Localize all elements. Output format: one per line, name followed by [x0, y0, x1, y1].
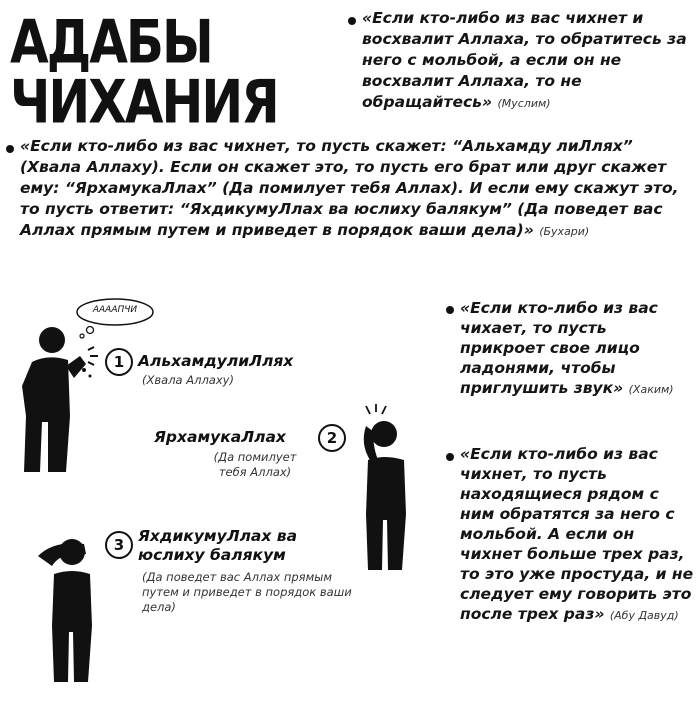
quote-text: «Если кто-либо из вас чихнет, то пусть скажет: “Альхамду лиЛлях” (Хвала Аллаху). Если он скажет это, то пусть его брат или друг скажет ему: “ЯрхамукаЛлах” (Да помилует тебя Аллах). И если ему скажут это, то пусть ответит: “ЯхдикумуЛлах ва юслиху балякум” (Да поведет вас Аллах прямым путем и приведет в порядок ваши дела)»	[20, 137, 679, 239]
quote-source: (Хаким)	[628, 383, 674, 396]
bullet-icon	[446, 306, 454, 314]
bullet-icon	[348, 17, 356, 25]
page-title	[10, 7, 330, 137]
step-2-number: 2	[318, 424, 346, 452]
quote-bukhari	[20, 136, 695, 242]
step-2-sub: (Да помилует тебя Аллах)	[213, 450, 297, 479]
quote-source: (Муслим)	[497, 97, 551, 110]
quote-text: «Если кто-либо из вас чихает, то пусть прикроет свое лицо ладонями, чтобы приглушить звук»	[460, 299, 658, 397]
bullet-icon	[446, 453, 454, 461]
quote-hakim	[460, 298, 696, 400]
bullet-icon	[6, 145, 14, 153]
quote-abu-dawud	[460, 444, 696, 626]
quote-text: «Если кто-либо из вас чихнет и восхвалит Аллаха, то обратитесь за него с мольбой, а если он не восхвалит Аллаха, то не обращайтесь»	[362, 9, 687, 111]
quote-source: (Абу Давуд)	[609, 609, 679, 622]
step-3-sub: (Да поведет вас Аллах прямым путем и приведет в порядок ваши дела)	[142, 570, 352, 614]
sneeze-text: АААAПЧИ	[92, 305, 138, 315]
step-3-number: 3	[105, 531, 133, 559]
quote-text: «Если кто-либо из вас чихнет, то пусть находящиеся рядом с ним обратятся за него с мольбой. А если он чихнет больше трех раз, то это уже простуда, и не следует ему говорить это после трех раз»	[460, 445, 694, 623]
title-line-2: ЧИХАНИЯ	[10, 67, 278, 137]
quote-source: (Бухари)	[539, 225, 590, 238]
quote-muslim	[362, 8, 697, 114]
step-3-label: ЯхдикумуЛлах ва юслиху балякум	[138, 527, 298, 564]
person-head-icon	[358, 404, 428, 574]
title-line-1: АДАБЫ	[10, 7, 212, 77]
person-thinking-icon	[34, 536, 124, 686]
sneezing-person-icon	[18, 326, 108, 476]
step-2-label: ЯрхамукаЛлах	[154, 428, 286, 446]
step-1-sub: (Хвала Аллаху)	[142, 373, 234, 387]
step-1-label: АльхамдулиЛлях	[138, 352, 294, 370]
step-1-number: 1	[105, 348, 133, 376]
